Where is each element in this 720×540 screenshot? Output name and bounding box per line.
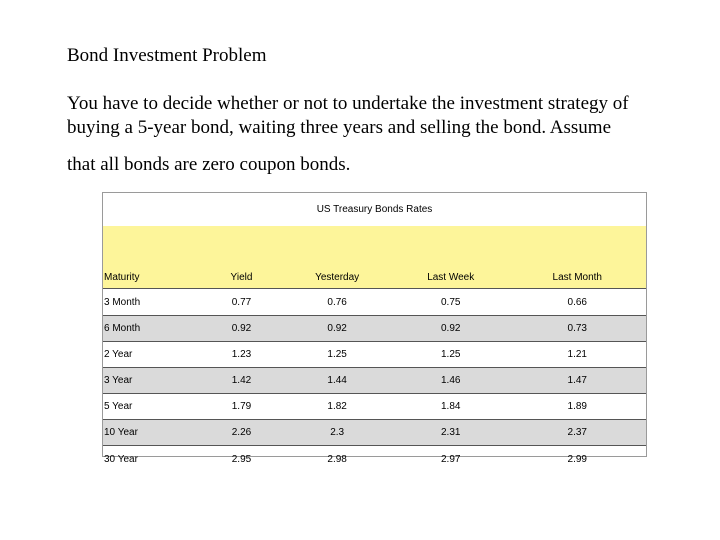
cell-maturity: 3 Month: [104, 297, 141, 308]
table-row: [103, 316, 646, 342]
table-header-row: [103, 267, 646, 289]
cell-yesterday: 1.25: [327, 349, 347, 360]
cell-last-week: 1.46: [440, 375, 461, 386]
cell-yesterday: 1.82: [327, 401, 347, 412]
column-header-yield: Yield: [230, 272, 253, 283]
cell-yield: 1.42: [231, 375, 252, 386]
cell-yesterday: 2.98: [327, 453, 347, 465]
cell-last-week: 1.84: [440, 401, 461, 412]
cell-last-month: 1.47: [567, 375, 587, 386]
table-row: [103, 342, 646, 368]
cell-last-month: 0.66: [567, 297, 587, 308]
page-title: Bond Investment Problem: [67, 45, 267, 66]
cell-yesterday: 0.76: [327, 297, 347, 308]
column-header-maturity: Maturity: [104, 272, 140, 283]
cell-last-week: 0.92: [440, 323, 461, 334]
cell-maturity: 3 Year: [104, 375, 133, 386]
cell-last-month: 2.99: [567, 453, 587, 465]
statement-line-2: buying a 5-year bond, waiting three years and selling the bond. Assume: [67, 117, 612, 138]
cell-last-month: 0.73: [567, 323, 587, 334]
table-caption: US Treasury Bonds Rates: [103, 193, 646, 227]
cell-last-month: 2.37: [567, 427, 587, 438]
cell-maturity: 6 Month: [104, 323, 141, 334]
cell-yield: 2.95: [231, 453, 252, 465]
cell-yesterday: 0.92: [327, 323, 347, 334]
column-header-last-month: Last Month: [552, 272, 602, 283]
cell-maturity: 30 Year: [104, 453, 138, 465]
cell-maturity: 10 Year: [104, 427, 138, 438]
table-header-band: [103, 226, 646, 267]
cell-last-week: 0.75: [440, 297, 461, 308]
cell-yield: 1.23: [231, 349, 252, 360]
cell-yield: 0.77: [231, 297, 252, 308]
cell-yield: 1.79: [231, 401, 252, 412]
column-header-last-week: Last Week: [427, 272, 475, 283]
statement-line-1: You have to decide whether or not to undertake the investment strategy of: [67, 93, 629, 114]
cell-yield: 0.92: [231, 323, 252, 334]
cell-last-week: 2.31: [440, 427, 461, 438]
cell-yield: 2.26: [231, 427, 252, 438]
table-row: [103, 394, 646, 420]
cell-last-week: 1.25: [440, 349, 461, 360]
treasury-rates-table: [102, 192, 647, 465]
cell-yesterday: 1.44: [327, 375, 347, 386]
table-row: [103, 446, 646, 472]
column-header-yesterday: Yesterday: [315, 272, 360, 283]
table-row: [103, 420, 646, 446]
table-row: [103, 368, 646, 394]
table-row: [103, 290, 646, 316]
cell-maturity: 2 Year: [104, 349, 133, 360]
cell-last-week: 2.97: [440, 453, 461, 465]
cell-yesterday: 2.3: [330, 427, 345, 438]
cell-last-month: 1.21: [567, 349, 587, 360]
cell-maturity: 5 Year: [104, 401, 133, 412]
statement-line-3: that all bonds are zero coupon bonds.: [67, 154, 351, 175]
cell-last-month: 1.89: [567, 401, 587, 412]
